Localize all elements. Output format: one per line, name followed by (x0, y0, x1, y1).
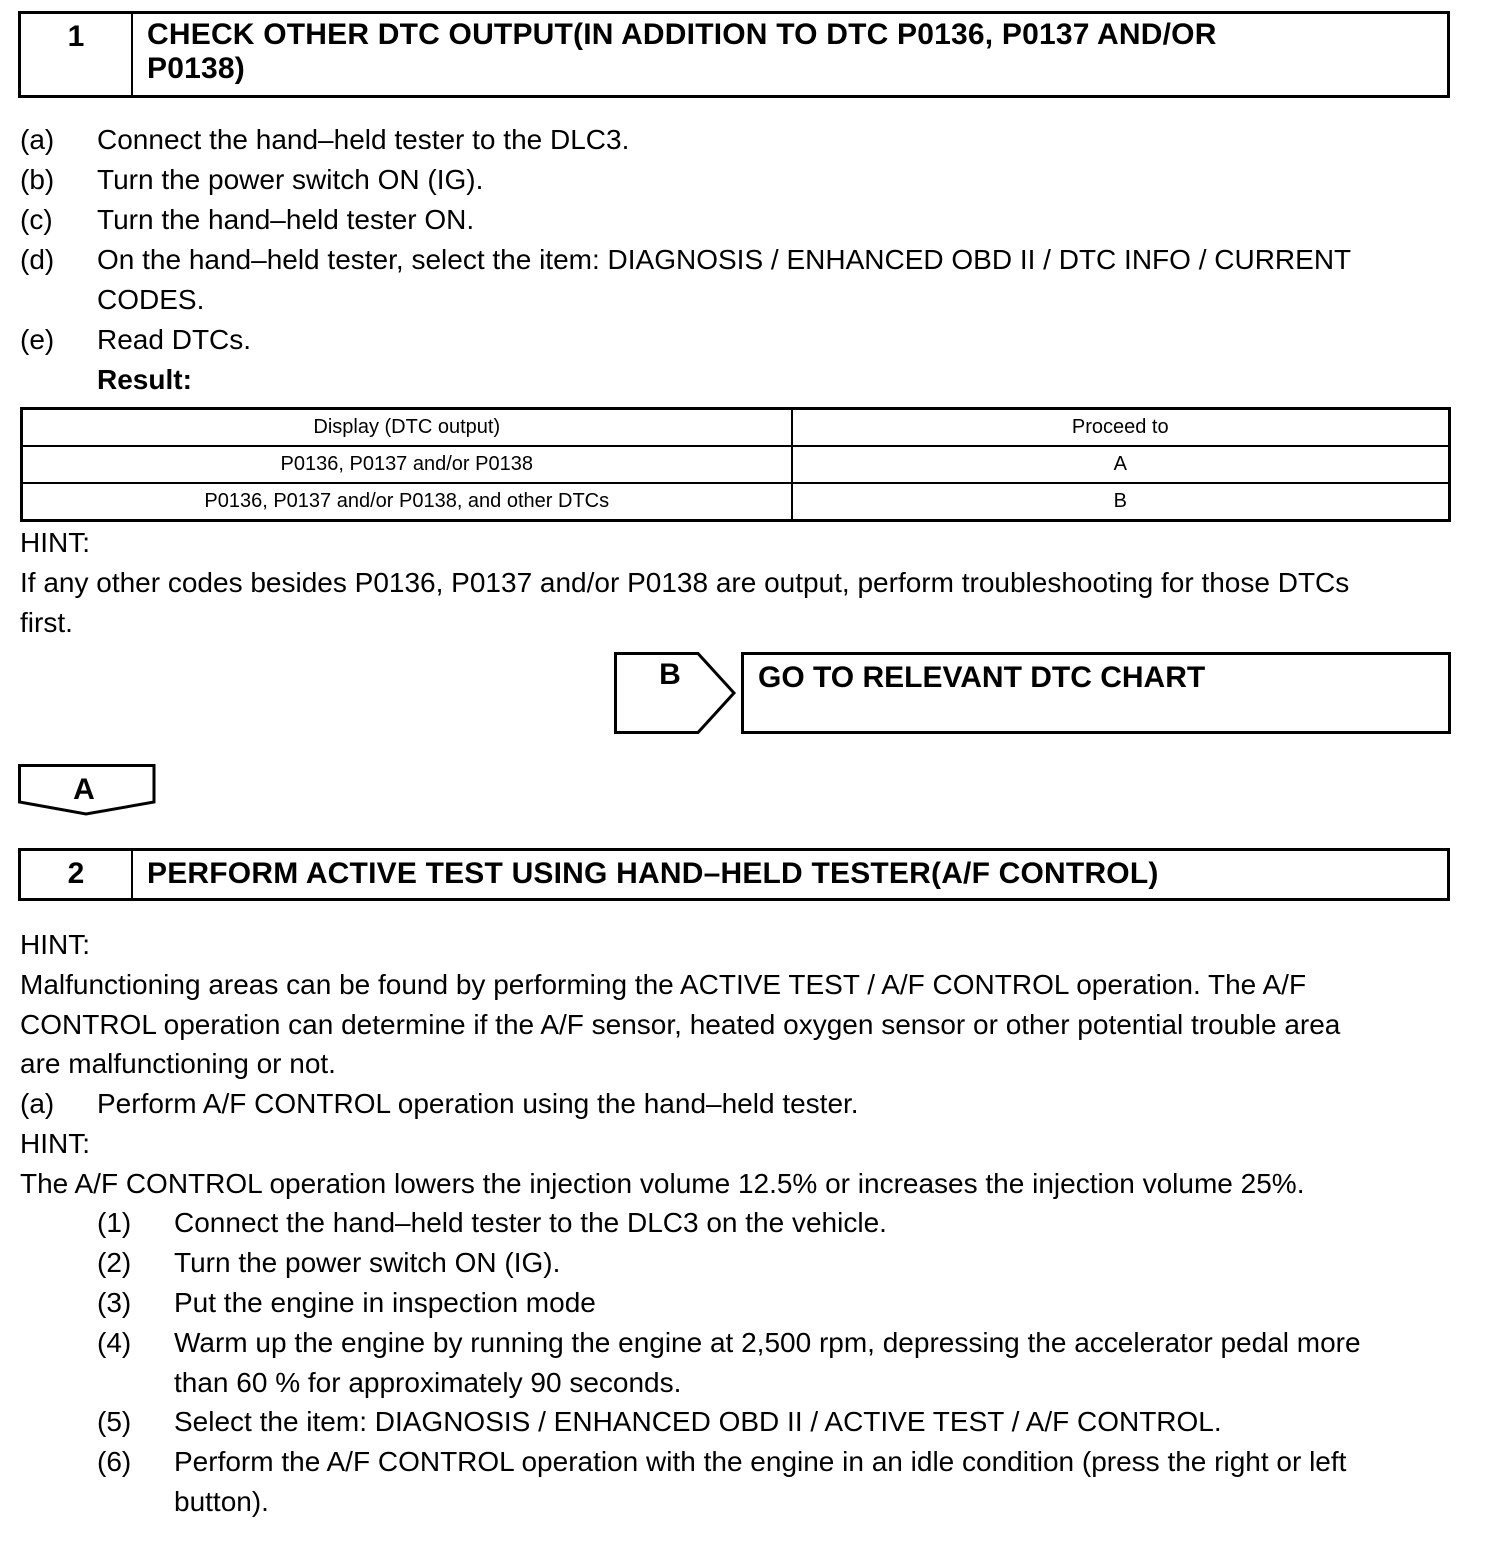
table-cell: A (792, 446, 1450, 483)
step1-a-text: Connect the hand–held tester to the DLC3. (97, 124, 630, 155)
step2-header (18, 848, 1450, 901)
substep-6-text-cont: button). (174, 1486, 269, 1517)
branch-a-label: A (73, 773, 95, 806)
table-cell: B (792, 483, 1450, 521)
step2-number: 2 (21, 851, 133, 898)
step1-d-label: (d) (20, 244, 55, 275)
step2-hint1-label: HINT: (20, 929, 90, 960)
step1-title-line2: P0138) (147, 52, 245, 85)
step2-title: PERFORM ACTIVE TEST USING HAND–HELD TESTER(A/F CONTROL) (147, 857, 1159, 890)
substep-1-label: (1) (97, 1207, 132, 1238)
step1-header (18, 11, 1450, 98)
step1-a-label: (a) (20, 124, 55, 155)
table-row (22, 483, 1450, 521)
table-cell: P0136, P0137 and/or P0138 (22, 446, 792, 483)
step2-hint2-label: HINT: (20, 1128, 90, 1159)
step1-b-label: (b) (20, 164, 55, 195)
step2-hint1-line2: CONTROL operation can determine if the A/F sensor, heated oxygen sensor or other potential trouble area (20, 1009, 1341, 1040)
table-header-display: Display (DTC output) (22, 409, 792, 447)
step1-e-label: (e) (20, 324, 55, 355)
step2-a-label: (a) (20, 1088, 55, 1119)
substep-2-label: (2) (97, 1247, 132, 1278)
substep-4-text-cont: than 60 % for approximately 90 seconds. (174, 1367, 682, 1398)
step1-title (133, 14, 1447, 95)
substep-6-text: Perform the A/F CONTROL operation with the engine in an idle condition (press the right or left (174, 1446, 1347, 1477)
step1-d-text-cont: CODES. (97, 284, 205, 315)
substep-4-text: Warm up the engine by running the engine at 2,500 rpm, depressing the accelerator pedal more (174, 1327, 1361, 1358)
step1-b-text: Turn the power switch ON (IG). (97, 164, 484, 195)
step1-title-line1: CHECK OTHER DTC OUTPUT(IN ADDITION TO DTC P0136, P0137 AND/OR (147, 18, 1217, 51)
step2-hint2-text: The A/F CONTROL operation lowers the injection volume 12.5% or increases the injection volume 25%. (20, 1168, 1305, 1199)
step2-hint1-line3: are malfunctioning or not. (20, 1048, 336, 1079)
result-label: Result: (97, 364, 192, 395)
step1-number: 1 (21, 14, 133, 95)
table-cell: P0136, P0137 and/or P0138, and other DTCs (22, 483, 792, 521)
table-header-row (22, 409, 1450, 447)
step1-c-text: Turn the hand–held tester ON. (97, 204, 475, 235)
substep-1-text: Connect the hand–held tester to the DLC3 on the vehicle. (174, 1207, 887, 1238)
substep-5-label: (5) (97, 1406, 132, 1437)
step1-hint-label: HINT: (20, 527, 90, 558)
substep-3-label: (3) (97, 1287, 132, 1318)
table-header-proceed: Proceed to (792, 409, 1450, 447)
substep-5-text: Select the item: DIAGNOSIS / ENHANCED OBD II / ACTIVE TEST / A/F CONTROL. (174, 1406, 1222, 1437)
step1-c-label: (c) (20, 204, 53, 235)
substep-2-text: Turn the power switch ON (IG). (174, 1247, 561, 1278)
result-table (20, 407, 1451, 522)
branch-b-label: B (659, 658, 681, 691)
table-row (22, 446, 1450, 483)
step1-e-text: Read DTCs. (97, 324, 252, 355)
substep-4-label: (4) (97, 1327, 132, 1358)
substep-3-text: Put the engine in inspection mode (174, 1287, 596, 1318)
step2-hint1-line1: Malfunctioning areas can be found by performing the ACTIVE TEST / A/F CONTROL operation. The A/F (20, 969, 1307, 1000)
step1-hint-line2: first. (20, 607, 73, 638)
goto-relevant-dtc-chart: GO TO RELEVANT DTC CHART (741, 652, 1451, 734)
step1-d-text: On the hand–held tester, select the item: DIAGNOSIS / ENHANCED OBD II / DTC INFO / CURRENT (97, 244, 1352, 275)
step2-a-text: Perform A/F CONTROL operation using the hand–held tester. (97, 1088, 859, 1119)
substep-6-label: (6) (97, 1446, 132, 1477)
step1-hint-line1: If any other codes besides P0136, P0137 and/or P0138 are output, perform troubleshooting for those DTCs (20, 567, 1350, 598)
